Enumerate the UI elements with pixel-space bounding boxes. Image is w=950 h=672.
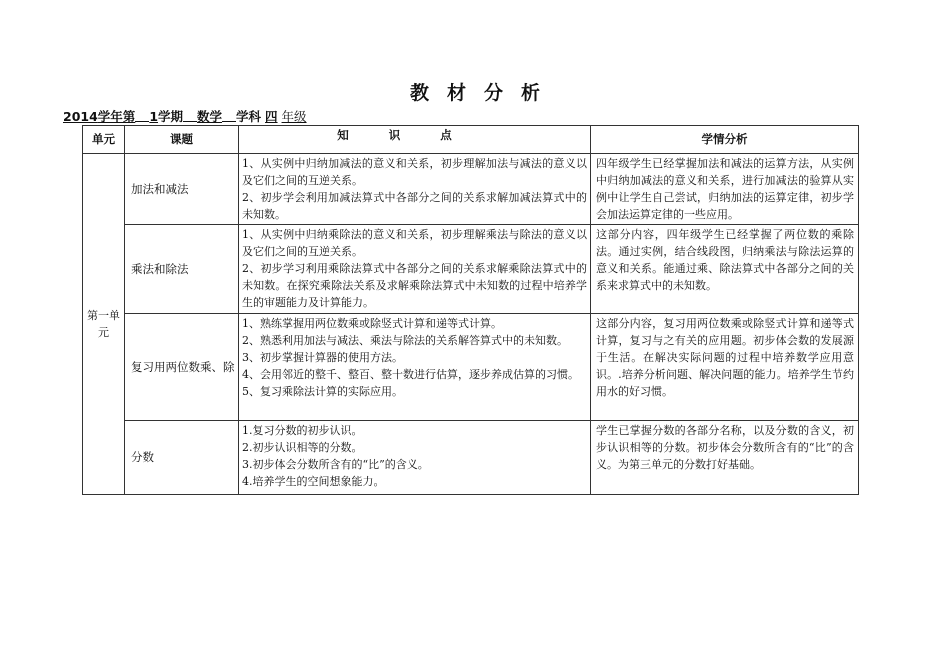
analysis-table (82, 125, 859, 495)
lesson-cell: 加法和减法 (125, 154, 239, 225)
grade: 四 (265, 109, 278, 124)
lesson-cell: 分数 (125, 421, 239, 495)
table-row (83, 421, 859, 495)
header-lesson: 课题 (125, 126, 239, 154)
knowledge-cell (239, 421, 591, 495)
lesson-cell: 复习用两位数乘、除 (125, 314, 239, 421)
analysis-cell: 学生已掌握分数的各部分名称，以及分数的含义，初步认识相等的分数。初步体会分数所含有的“比”的含义。为第三单元的分数打好基础。 (591, 421, 859, 495)
knowledge-item: 4、会用邻近的整千、整百、整十数进行估算，逐步养成估算的习惯。 (242, 368, 579, 381)
lesson-cell: 乘法和除法 (125, 225, 239, 314)
analysis-cell: 这部分内容，四年级学生已经掌握了两位数的乘除法。通过实例，结合线段图，归纳乘法与除法运算的意义和关系。能通过乘、除法算式中各部分之间的关系来求算式中的未知数。 (591, 225, 859, 314)
table-header-row (83, 126, 859, 154)
header-analysis: 学情分析 (591, 126, 859, 154)
table-row (83, 225, 859, 314)
header-knowledge: 知识点 (239, 126, 591, 154)
analysis-cell: 这部分内容，复习用两位数乘或除竖式计算和递等式计算，复习与之有关的应用题。初步体会数的发展源于生活。在解决实际问题的过程中培养数学应用意识。.培养分析问题、解决问题的能力。培养学生节约用水的好习惯。 (591, 314, 859, 421)
knowledge-item: 2、初步学会利用加减法算式中各部分之间的关系求解加减法算式中的未知数。 (242, 191, 587, 221)
blank-underline (222, 110, 236, 122)
term: 1 (149, 109, 159, 124)
knowledge-item: 1、从实例中归纳加减法的意义和关系，初步理解加法与减法的意义以及它们之间的互逆关系。 (242, 157, 587, 187)
knowledge-item: 3.初步体会分数所含有的“比”的含义。 (242, 458, 429, 471)
knowledge-item: 1、熟练掌握用两位数乘或除竖式计算和递等式计算。 (242, 317, 502, 330)
knowledge-item: 1、从实例中归纳乘除法的意义和关系，初步理解乘法与除法的意义以及它们之间的互逆关系。 (242, 228, 587, 258)
knowledge-cell (239, 225, 591, 314)
table-row (83, 154, 859, 225)
course-info-line (63, 110, 307, 124)
year-suffix: 学年第 (97, 109, 136, 124)
knowledge-item: 4.培养学生的空间想象能力。 (242, 475, 385, 488)
knowledge-cell (239, 314, 591, 421)
header-unit: 单元 (83, 126, 125, 154)
knowledge-item: 1.复习分数的初步认识。 (242, 424, 363, 437)
blank-underline (183, 110, 197, 122)
knowledge-item: 5、复习乘除法计算的实际应用。 (242, 385, 403, 398)
knowledge-item: 3、初步掌握计算器的使用方法。 (242, 351, 403, 364)
year: 2014 (63, 109, 98, 124)
subject-suffix: 学科 (236, 109, 262, 124)
knowledge-item: 2、初步学习利用乘除法算式中各部分之间的关系求解乘除法算式中的未知数。在探究乘除法关系及求解乘除法算式中未知数的过程中培养学生的审题能力及计算能力。 (242, 262, 587, 309)
table-row (83, 314, 859, 421)
subject: 数学 (197, 109, 223, 124)
page-title: 教材分析 (409, 82, 558, 104)
analysis-cell: 四年级学生已经掌握加法和减法的运算方法，从实例中归纳加减法的意义和关系，进行加减法的验算从实例中让学生自己尝试，归纳加法的运算定律，初步学会加法运算定律的一些应用。 (591, 154, 859, 225)
knowledge-item: 2.初步认识相等的分数。 (242, 441, 363, 454)
unit-cell: 第一单元 (83, 154, 125, 495)
grade-suffix: 年级 (281, 109, 307, 124)
blank-underline (135, 110, 149, 122)
term-suffix: 学期 (158, 109, 184, 124)
knowledge-cell (239, 154, 591, 225)
knowledge-item: 2、熟悉利用加法与减法、乘法与除法的关系解答算式中的未知数。 (242, 334, 568, 347)
